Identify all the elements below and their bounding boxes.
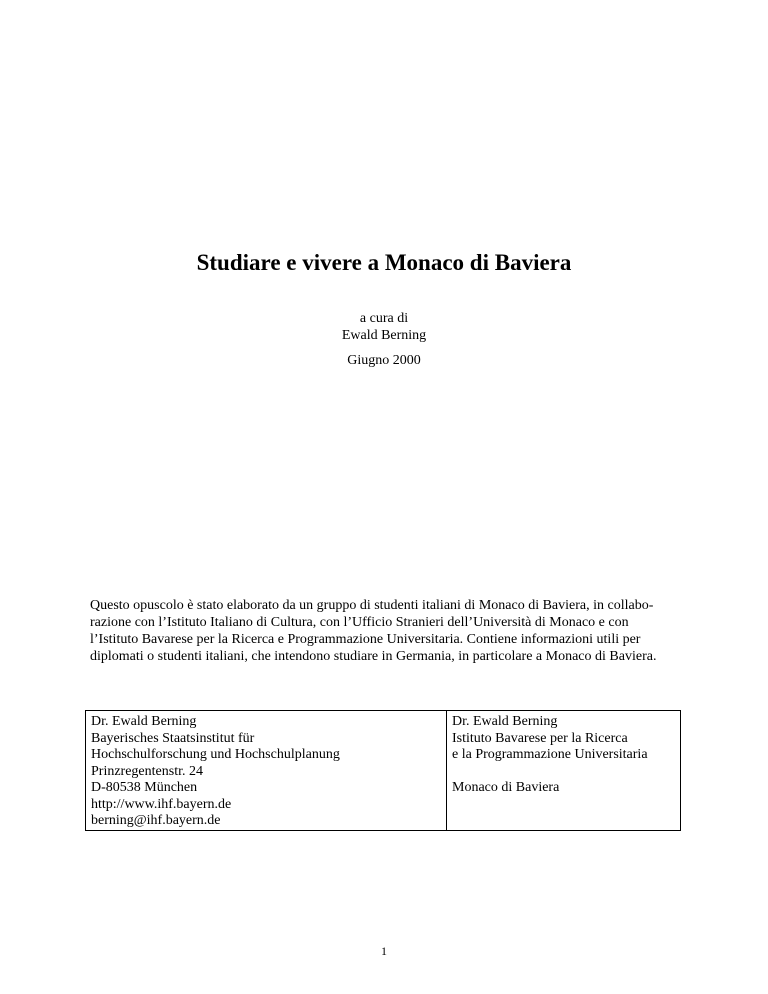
intro-paragraph <box>90 597 690 665</box>
institute-name-line: Istituto Bavarese per la Ricerca <box>452 730 628 746</box>
intro-line: razione con l’Istituto Italiano di Cultura, con l’Ufficio Stranieri dell’Università di Monaco e con <box>90 615 629 630</box>
contact-table <box>85 710 681 831</box>
publication-date: Giugno 2000 <box>347 353 421 368</box>
intro-line: Questo opuscolo è stato elaborato da un gruppo di studenti italiani di Monaco di Baviera, in collabo- <box>90 598 654 613</box>
page-number: 1 <box>381 944 387 958</box>
institute-name-line: e la Programmazione Universitaria <box>452 747 648 762</box>
editor-prefix: a cura di <box>359 311 409 326</box>
intro-line: l’Istituto Bavarese per la Ricerca e Programmazione Universitaria. Contiene informazioni utili per <box>90 632 641 647</box>
street-address: Prinzregentenstr. 24 <box>91 763 203 779</box>
spacer <box>452 764 675 781</box>
institute-name-line: Bayerisches Staatsinstitut für <box>91 730 255 746</box>
postal-city: D-80538 München <box>91 780 198 795</box>
document-title: Studiare e vivere a Monaco di Baviera <box>196 250 572 275</box>
website-link[interactable]: http://www.ihf.bayern.de <box>91 796 232 812</box>
editor-name: Ewald Berning <box>341 328 427 343</box>
contact-name: Dr. Ewald Berning <box>452 714 558 729</box>
city-name: Monaco di Baviera <box>452 780 560 795</box>
email-link[interactable]: berning@ihf.bayern.de <box>91 813 221 828</box>
intro-line: diplomati o studenti italiani, che intendono studiare in Germania, in particolare a Monaco di Baviera. <box>90 649 657 664</box>
contact-name: Dr. Ewald Berning <box>91 714 197 729</box>
institute-name-line: Hochschulforschung und Hochschulplanung <box>91 747 340 762</box>
contact-cell-german <box>86 711 447 831</box>
contact-cell-italian <box>447 711 681 831</box>
contact-table-row <box>86 711 681 831</box>
